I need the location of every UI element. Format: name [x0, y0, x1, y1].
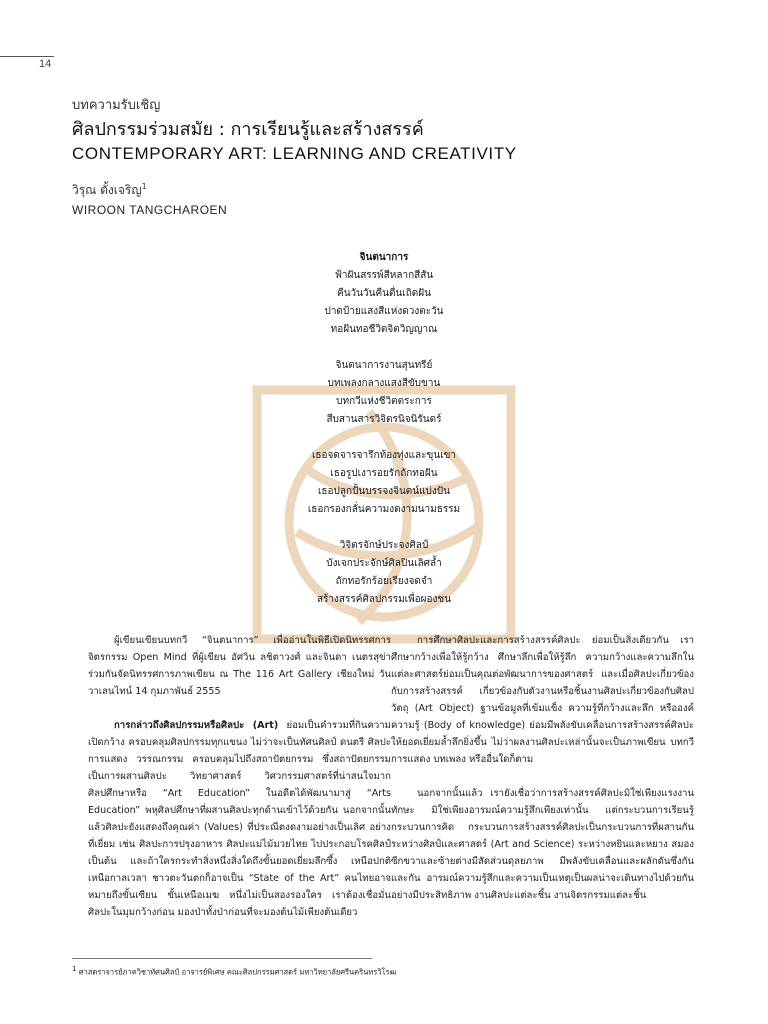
poem-line: ฟ้าฝันสรรพ์สีหลากสีสัน	[334, 270, 434, 281]
title-thai: ศิลปกรรมร่วมสมัย : การเรียนรู้และสร้างสรรค์	[72, 119, 424, 140]
body-paragraph: การศึกษาศิลปะและการสร้างสรรค์ศิลปะ ย่อมเป็นสิ่งเดียวกัน เราศึกษากว้างเพื่อให้รู้กว้าง ศึกษาลึกเพื่อให้รู้ลึก ความกว้างและความลึกในแต่ละศาสตร์ย่อมเป็นคุณต่อพัฒนาการของศาสตร์ และเมื่อศิลปะเกี่ยวข้องกับการสร้างสรรค์ เกี่ยวข้องกับตัวงานหรือชิ้นงานศิลปะเกี่ยวข้องกับศิลปวัตถุ (Art Object) ฐานข้อมูลที่เข้มแข็ง ความรู้ที่กว้างและลึก หรือองค์ความรู้ (Body of knowledge) ย่อมมีพลังขับเคลื่อนการสร้างสรรค์ศิลปะให้ยอดเยี่ยมล้ำลึกยิ่งขึ้น ไม่ว่าผลงานศิลปะเหล่านั้นจะเป็นภาพเขียน บทกวี การแสดง บทเพลง หรืออื่นใดก็ตาม	[391, 635, 694, 765]
section-kicker: บทความรับเชิญ	[72, 98, 161, 113]
poem-line: บทเพลงกลางแสงสีขับขาน	[327, 378, 441, 389]
poem-line: จินตนาการงานสุนทรีย์	[335, 360, 433, 371]
author-footnote-mark: 1	[141, 182, 147, 191]
poem-line: สืบสานสารวิจิตรนิจนิรันดร์	[326, 414, 442, 425]
poem-line: ถักทอรักร้อยเรียงจดจำ	[335, 576, 433, 587]
poem-line: สร้างสรรค์ศิลปกรรมเพื่อผองชน	[316, 594, 452, 605]
body-paragraph: ผู้เขียนเขียนบทกวี “จินตนาการ” เพื่ออ่านในพิธีเปิดนิทรรศการจิตรกรรม Open Mind ที่ผู้เขียน อัศวิน ลชิตาวงศ์ และจินดา เนตรสุข่า ร่วมกันจัดนิทรรศการภาพเขียน ณ The 116 Art Gallery เชียงใหม่ วันวาเลนไทน์ 14 กุมภาพันธ์ 2555	[88, 635, 391, 697]
poem-line: เธอกรองกลั่นความงดงามนามธรรม	[307, 504, 461, 515]
footnote-rule	[72, 958, 372, 959]
body-paragraph: การกล่าวถึงศิลปกรรมหรือศิลปะ (Art) ย่อมเป็นคำรวมที่กินความเปิดกว้าง ครอบคลุมศิลปกรรมทุกแขนง ไม่ว่าจะเป็นทัศนศิลป์ ดนตรี ศิลปะการแสดง วรรณกรรม ครอบคลุมไปถึงสถาปัตยกรรม ซึ่งสถาปัตยกรรมเป็นการผสานศิลปะ วิทยาศาสตร์ วิศวกรรมศาสตร์ที่น่าสนใจมาก ศิลปศึกษาหรือ “Art Education” ในอดีตได้พัฒนามาสู่ “Arts Education” พหุศิลปศึกษาที่ผสานศิลปะทุกด้านเข้าไว้ด้วยกัน นอกจากนั้นแล้วศิลปะยังแสดงถึงคุณค่า (Values) ที่ประณีตงดงามอย่างเป็นเลิศ อย่างที่เยี่ยม เช่น ศิลปะการปรุงอาหาร ศิลปะแม่ไม้มวยไทย ไปประกอบโรคศิลป์ เป็นต้น และถ้าใครกระทำสิ่งหนึ่งสิ่งใดถึงขั้นยอดเยี่ยมลึกซึ้ง เหนือปกติ เหนือกาลเวลา ชาวตะวันตกก็อาจเป็น “State of the Art” คนไทยอาจหมายถึงขั้นเซียน ขั้นเหนือเมฆ หนึ่งไม่เป็นสองรองใคร เราต้องเชื่อมั่นศิลปะในมุมกว้างก่อน มองป่าทั้งป่าก่อนที่จะมองต้นไม้เพียงต้นเดียว	[88, 720, 392, 918]
body-column-right	[391, 632, 694, 921]
poem-stanza	[170, 447, 598, 519]
poem-line: เธอจดจารจารึกท้องทุ่งและขุนเขา	[311, 450, 457, 461]
poem-line: ปาดป้ายแสงสีแห่งดวงตะวัน	[324, 306, 444, 317]
poem-line: คืนวันวันคืนตื่นเถิดฝัน	[337, 288, 431, 299]
author-name-english: WIROON TANGCHAROEN	[72, 203, 228, 217]
author-block	[72, 181, 227, 217]
poem-stanza	[170, 357, 598, 429]
poem-stanza	[170, 537, 598, 609]
poem-line: วิจิตรจักษ์ประจงศิลป์	[339, 540, 429, 551]
poem-line: บทกวีแห่งชีวิตตระการ	[336, 396, 432, 407]
footnote-text: ศาสตราจารย์ภาควิชาทัศนศิลป์ อาจารย์พิเศษ คณะศิลปกรรมศาสตร์ มหาวิทยาลัยศรีนครินทรวิโรฒ	[78, 967, 397, 977]
footnote-mark: 1	[72, 965, 77, 973]
poem	[170, 249, 598, 627]
title-english: CONTEMPORARY ART: LEARNING AND CREATIVITY	[72, 144, 517, 164]
body-column-left	[88, 632, 391, 938]
body-paragraph: นอกจากนั้นแล้ว เรายังเชื่อว่าการสร้างสรรค์ศิลปะมิใช่เพียงแรงงาน ทักษะ มิใช่เพียงอารมณ์ความรู้สึกเพียงเท่านั้น แต่กระบวนการเรียนรู้ กระบวนการคิด กระบวนการสร้างสรรค์ศิลปะเป็นกระบวนการที่ผสานกันระหว่างศิลป์และศาสตร์ (Art and Science) ระหว่างหยินและหยาง สมองซีกขวาและซ้ายต่างมีสัดส่วนดุลยภาพ มีพลังขับเคลื่อนและผลักดันซึ่งกันและกัน อารมณ์ความรู้สึกและความเป็นเหตุเป็นผลน่าจะเดินทางไปด้วยกันอย่างมีประสิทธิภาพ งานศิลปะแต่ละชิ้น งานจิตรกรรมแต่ละชิ้น	[391, 788, 694, 901]
paragraph-lead: การกล่าวถึงศิลปกรรมหรือศิลปะ (Art)	[114, 720, 279, 731]
poem-title: จินตนาการ	[359, 252, 409, 263]
author-name-thai: วิรุณ ตั้งเจริญ$^1$	[72, 182, 147, 197]
footnote	[72, 965, 396, 979]
poem-line: เธอรูปเงารอยรักถักทอฝัน	[330, 468, 438, 479]
page-number: 14	[39, 58, 52, 70]
article-header	[72, 94, 712, 164]
poem-line: เธอปลูกปั้นบรรจงจินตน์แบ่งปัน	[318, 486, 450, 497]
poem-stanza	[170, 267, 598, 339]
poem-line: ทอฝันทอชีวิตจิตวิญญาณ	[330, 324, 438, 335]
poem-line: บังเจกประจักษ์ศิลปินเลิศล้ำ	[326, 558, 442, 569]
top-rule	[0, 56, 54, 57]
